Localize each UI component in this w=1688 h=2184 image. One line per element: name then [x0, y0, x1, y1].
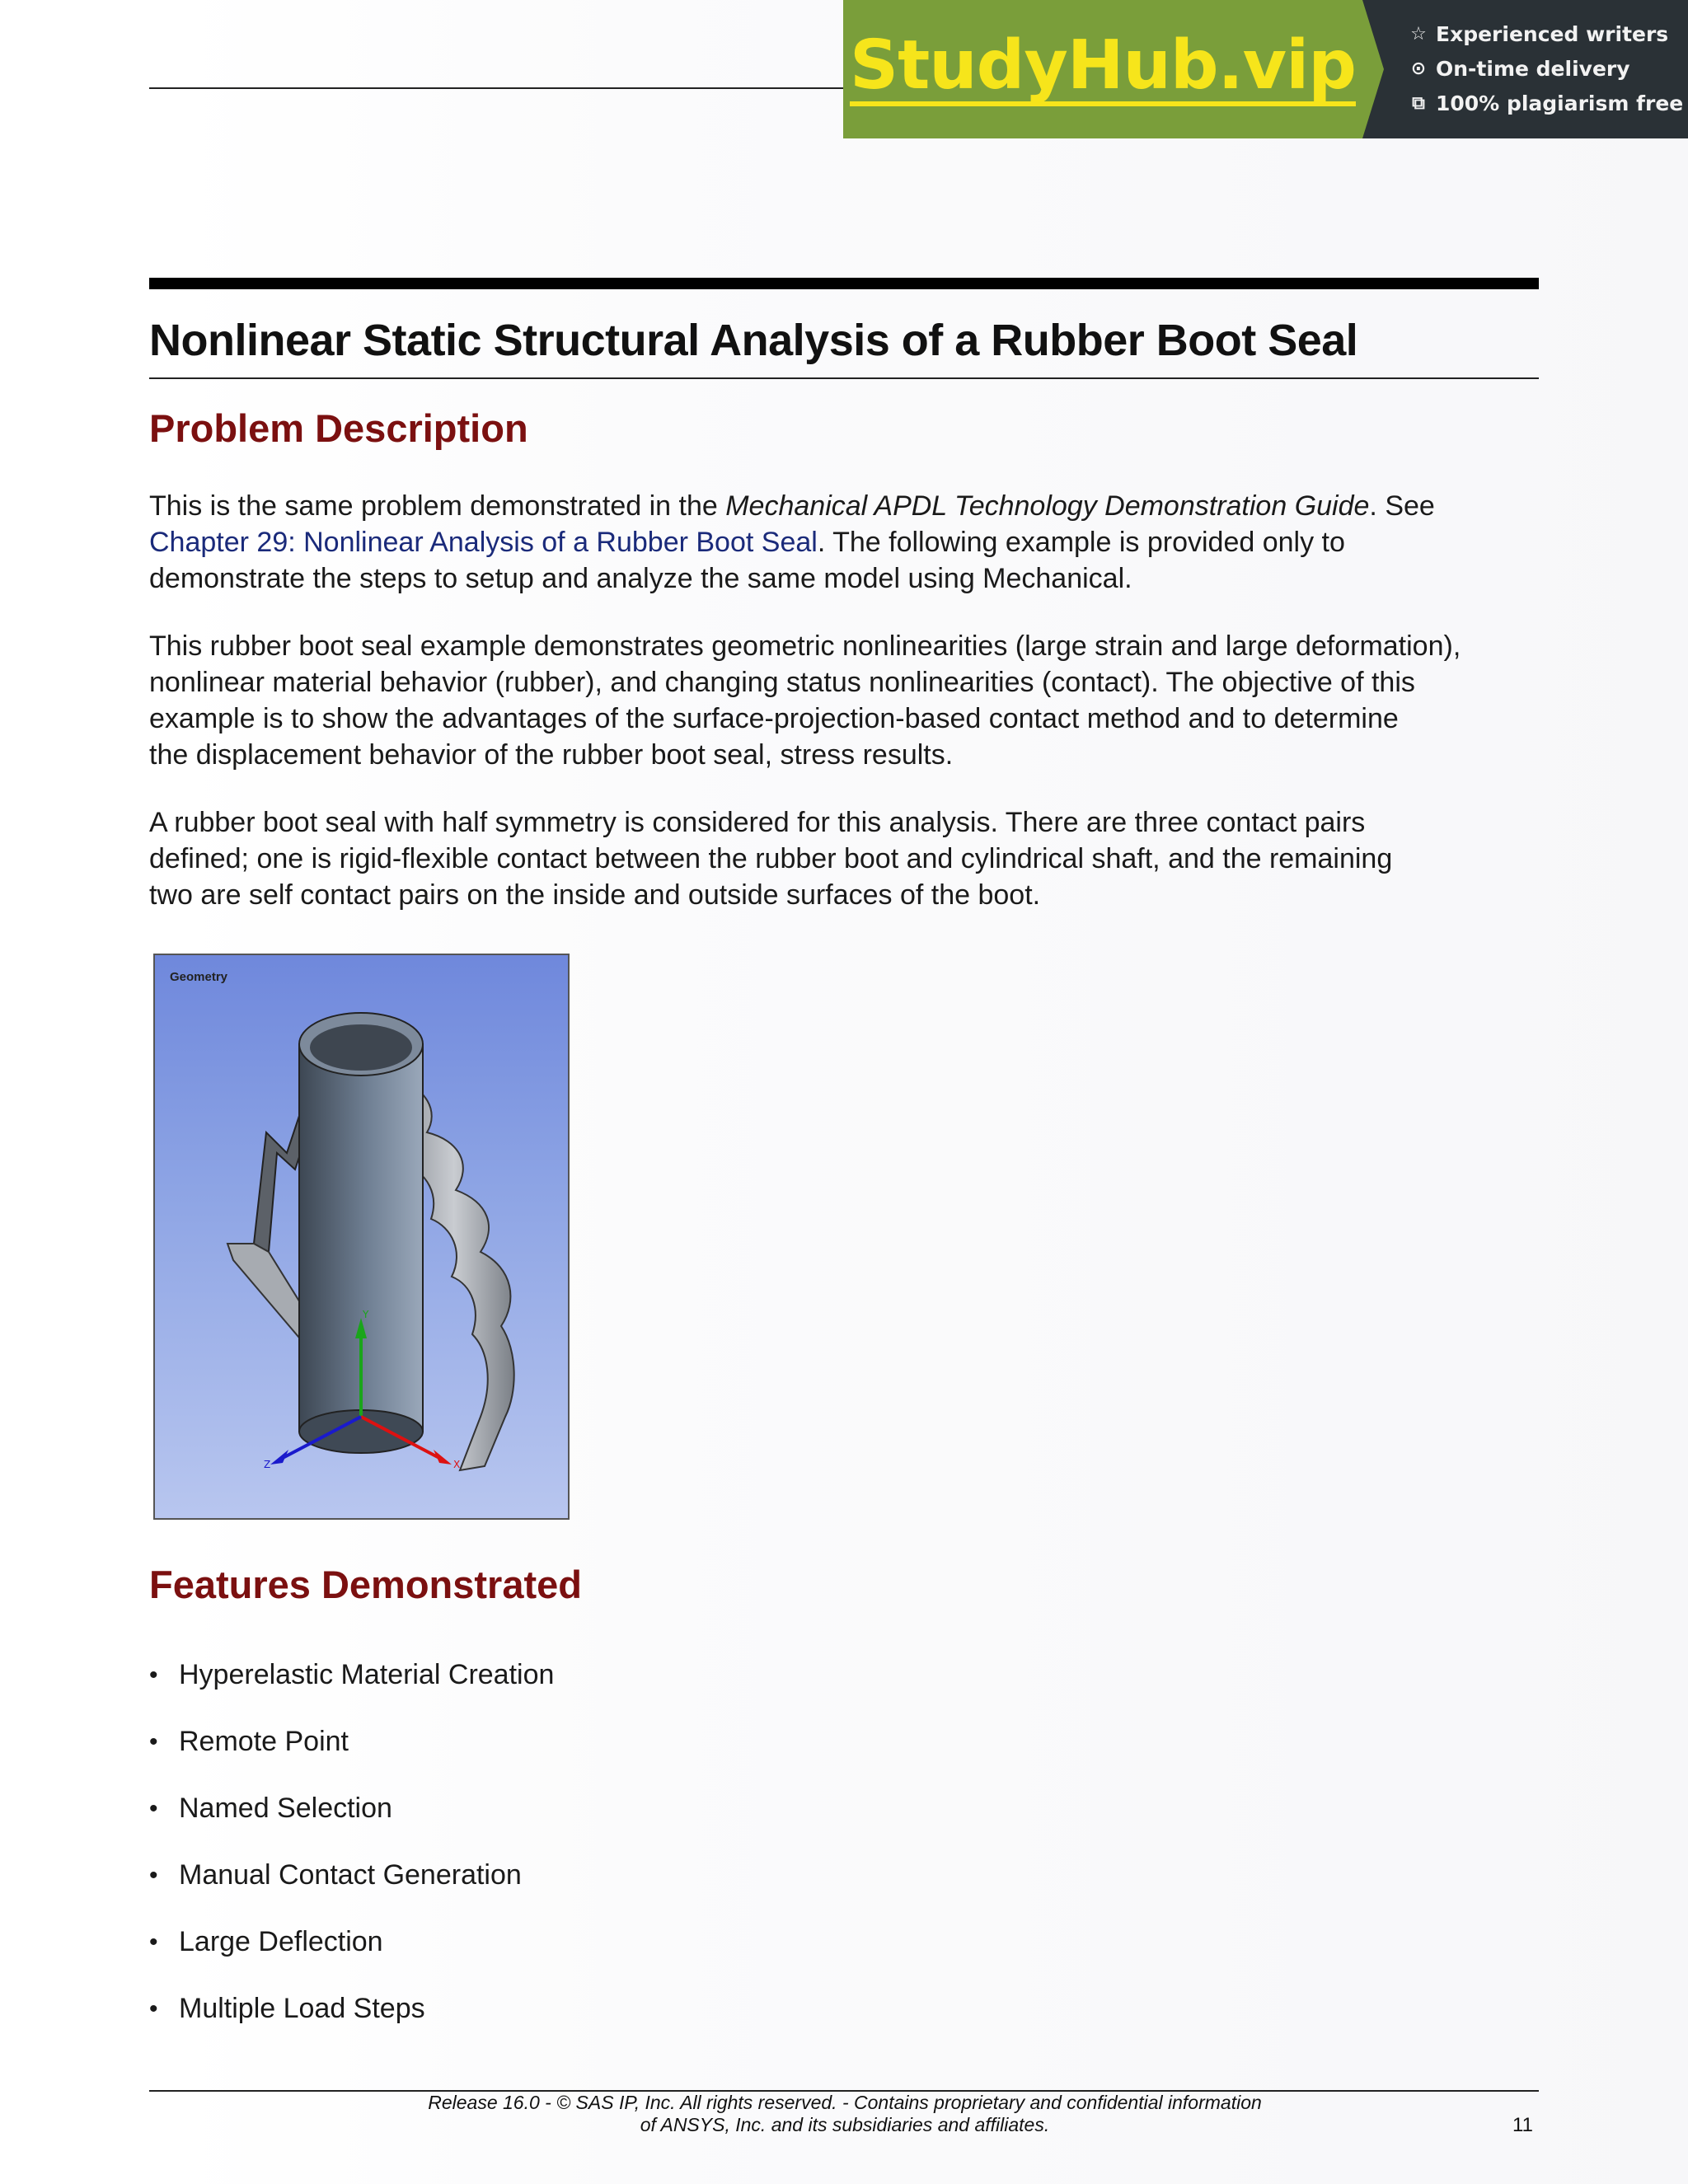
bullet-icon: • [149, 1994, 158, 2022]
features-demonstrated-heading: Features Demonstrated [149, 1563, 582, 1606]
bullet-icon: • [149, 1861, 158, 1889]
page-title: Nonlinear Static Structural Analysis of a Rubber Boot Seal [149, 316, 1358, 365]
list-item-label: Remote Point [179, 1726, 349, 1757]
axis-z-label: Z [264, 1459, 271, 1470]
chapter-29-link[interactable]: Chapter 29: Nonlinear Analysis of a Rubber Boot Seal [149, 527, 818, 558]
list-item [149, 1975, 554, 2042]
p1-text-a: This is the same problem demonstrated in the [149, 490, 726, 522]
p3-line: two are self contact pairs on the inside and outside surfaces of the boot. [149, 879, 1041, 911]
studyhub-banner[interactable] [843, 0, 1688, 138]
problem-paragraph-1 [149, 488, 1550, 597]
problem-paragraph-2 [149, 628, 1550, 773]
list-item [149, 1775, 554, 1842]
p2-line: the displacement behavior of the rubber boot seal, stress results. [149, 739, 954, 771]
axis-y-label: Y [363, 1309, 369, 1320]
bullet-icon: • [149, 1661, 158, 1689]
list-item-label: Manual Contact Generation [179, 1859, 522, 1891]
footer-line-2: of ANSYS, Inc. and its subsidiaries and affiliates. [640, 2114, 1050, 2135]
copy-check-icon: ⧉ [1412, 92, 1425, 114]
geometry-label: Geometry [170, 970, 228, 984]
header-rule [149, 87, 846, 89]
banner-feature [843, 89, 1688, 117]
list-item-label: Hyperelastic Material Creation [179, 1659, 555, 1690]
list-item [149, 1842, 554, 1909]
list-item-label: Large Deflection [179, 1926, 383, 1957]
rubber-boot-geometry-illustration [155, 955, 568, 1518]
list-item [149, 1909, 554, 1975]
studyhub-logo-text: StudyHub.vip [850, 26, 1356, 105]
banner-feature [843, 54, 1688, 82]
footer-text [313, 2092, 1376, 2136]
list-item-label: Named Selection [179, 1793, 392, 1824]
features-list [149, 1642, 554, 2042]
axis-x-label: X [453, 1459, 461, 1470]
geometry-figure [153, 954, 570, 1520]
title-top-rule [149, 278, 1539, 289]
list-item [149, 1642, 554, 1708]
p2-line: example is to show the advantages of the surface-projection-based contact method and to determine [149, 703, 1399, 734]
clock-icon: ⊙ [1410, 58, 1427, 79]
p1-text-c: . The following example is provided only to [817, 527, 1345, 558]
banner-feature-label: Experienced writers [1436, 21, 1669, 46]
bullet-icon: • [149, 1794, 158, 1822]
guide-title: Mechanical APDL Technology Demonstration Guide [725, 490, 1370, 522]
page-number: 11 [1512, 2114, 1533, 2136]
title-bottom-rule [149, 377, 1539, 379]
list-item-label: Multiple Load Steps [179, 1993, 425, 2024]
p3-line: A rubber boot seal with half symmetry is considered for this analysis. There are three contact pairs [149, 807, 1366, 838]
p2-line: This rubber boot seal example demonstrates geometric nonlinearities (large strain and large deformation), [149, 630, 1461, 662]
p2-line: nonlinear material behavior (rubber), and changing status nonlinearities (contact). The objective of this [149, 667, 1415, 698]
p1-text-d: demonstrate the steps to setup and analyze the same model using Mechanical. [149, 563, 1132, 594]
banner-feature-list [1362, 0, 1688, 138]
list-item [149, 1708, 554, 1775]
banner-feature-label: 100% plagiarism free [1436, 91, 1684, 115]
footer-line-1: Release 16.0 - © SAS IP, Inc. All rights reserved. - Contains proprietary and confidential information [428, 2092, 1262, 2113]
bullet-icon: • [149, 1727, 158, 1755]
banner-feature [843, 20, 1688, 48]
bullet-icon: • [149, 1928, 158, 1956]
banner-feature-label: On-time delivery [1436, 56, 1630, 81]
p3-line: defined; one is rigid-flexible contact between the rubber boot and cylindrical shaft, and the remaining [149, 843, 1393, 874]
problem-paragraph-3 [149, 804, 1550, 913]
problem-description-heading: Problem Description [149, 406, 528, 450]
star-icon: ☆ [1410, 23, 1427, 45]
p1-text-b: . See [1369, 490, 1435, 522]
